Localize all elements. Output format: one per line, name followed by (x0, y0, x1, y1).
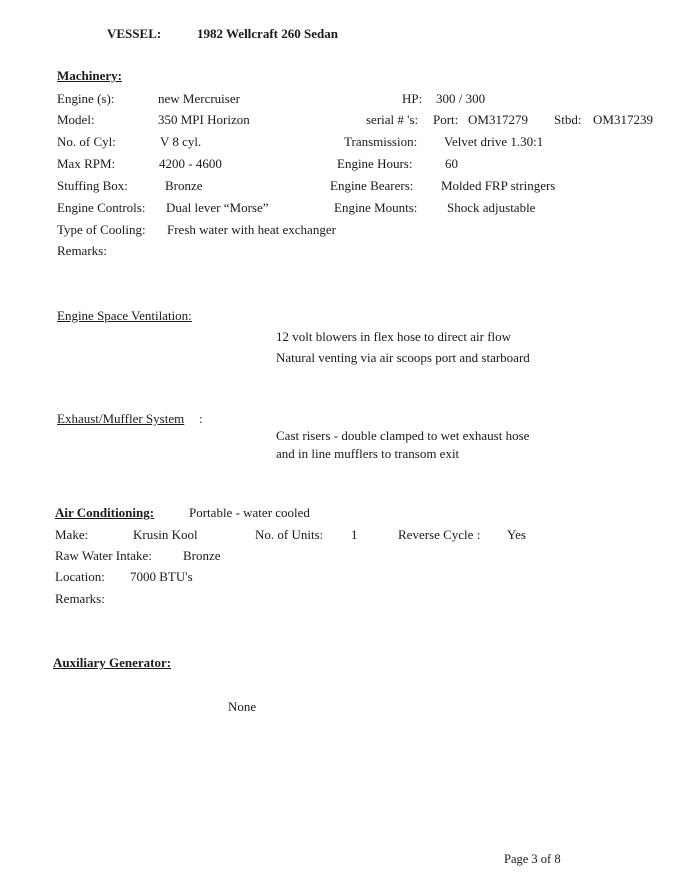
serial-stbd-value: OM317239 (593, 112, 653, 127)
transmission-value: Velvet drive 1.30:1 (444, 134, 544, 149)
engines-label: Engine (s): (57, 91, 115, 106)
cyl-value: V 8 cyl. (160, 134, 202, 149)
exhaust-heading-colon: : (199, 411, 203, 426)
generator-heading: Auxiliary Generator: (53, 655, 172, 670)
ac-location-label: Location: (55, 569, 105, 584)
ac-make-label: Make: (55, 527, 89, 542)
serial-stbd-label: Stbd: (554, 112, 582, 127)
rpm-value: 4200 - 4600 (159, 156, 222, 171)
ventilation-line-1: 12 volt blowers in flex hose to direct air flow (276, 329, 512, 344)
vessel-name: 1982 Wellcraft 260 Sedan (197, 26, 338, 41)
rpm-label: Max RPM: (57, 156, 116, 171)
ventilation-line-2: Natural venting via air scoops port and starboard (276, 350, 530, 365)
cooling-value: Fresh water with heat exchanger (167, 222, 336, 237)
mounts-value: Shock adjustable (447, 200, 536, 215)
model-value: 350 MPI Horizon (158, 112, 250, 127)
ac-intake-label: Raw Water Intake: (55, 548, 152, 563)
exhaust-heading: Exhaust/Muffler System (57, 411, 185, 426)
bearers-value: Molded FRP stringers (441, 178, 556, 193)
ac-remarks-label: Remarks: (55, 591, 105, 606)
ac-units-value: 1 (351, 527, 358, 542)
ventilation-heading: Engine Space Ventilation: (57, 308, 192, 323)
air-conditioning-heading: Air Conditioning: (55, 505, 155, 520)
serial-port-value: OM317279 (468, 112, 528, 127)
page-number: Page 3 of 8 (504, 852, 561, 866)
exhaust-line-2: and in line mufflers to transom exit (276, 446, 460, 461)
hours-value: 60 (445, 156, 458, 171)
cyl-label: No. of Cyl: (57, 134, 116, 149)
model-label: Model: (57, 112, 95, 127)
bearers-label: Engine Bearers: (330, 178, 414, 193)
stuffing-value: Bronze (165, 178, 203, 193)
ac-reverse-label: Reverse Cycle : (398, 527, 481, 542)
hp-value: 300 / 300 (436, 91, 486, 106)
cooling-label: Type of Cooling: (57, 222, 146, 237)
serial-port-label: Port: (433, 112, 459, 127)
stuffing-label: Stuffing Box: (57, 178, 128, 193)
controls-value: Dual lever “Morse” (166, 200, 269, 215)
ac-reverse-value: Yes (507, 527, 526, 542)
ac-intake-value: Bronze (183, 548, 221, 563)
machinery-heading: Machinery: (57, 68, 122, 83)
vessel-label: VESSEL: (107, 26, 162, 41)
generator-value: None (228, 699, 257, 714)
ac-make-value: Krusin Kool (133, 527, 198, 542)
mounts-label: Engine Mounts: (334, 200, 418, 215)
machinery-remarks-label: Remarks: (57, 243, 107, 258)
air-conditioning-type: Portable - water cooled (189, 505, 310, 520)
ac-units-label: No. of Units: (255, 527, 324, 542)
controls-label: Engine Controls: (57, 200, 146, 215)
hours-label: Engine Hours: (337, 156, 413, 171)
engines-value: new Mercruiser (158, 91, 240, 106)
transmission-label: Transmission: (344, 134, 418, 149)
serial-label: serial # 's: (366, 112, 419, 127)
exhaust-line-1: Cast risers - double clamped to wet exhaust hose (276, 428, 530, 443)
ac-location-value: 7000 BTU's (130, 569, 193, 584)
hp-label: HP: (402, 91, 423, 106)
